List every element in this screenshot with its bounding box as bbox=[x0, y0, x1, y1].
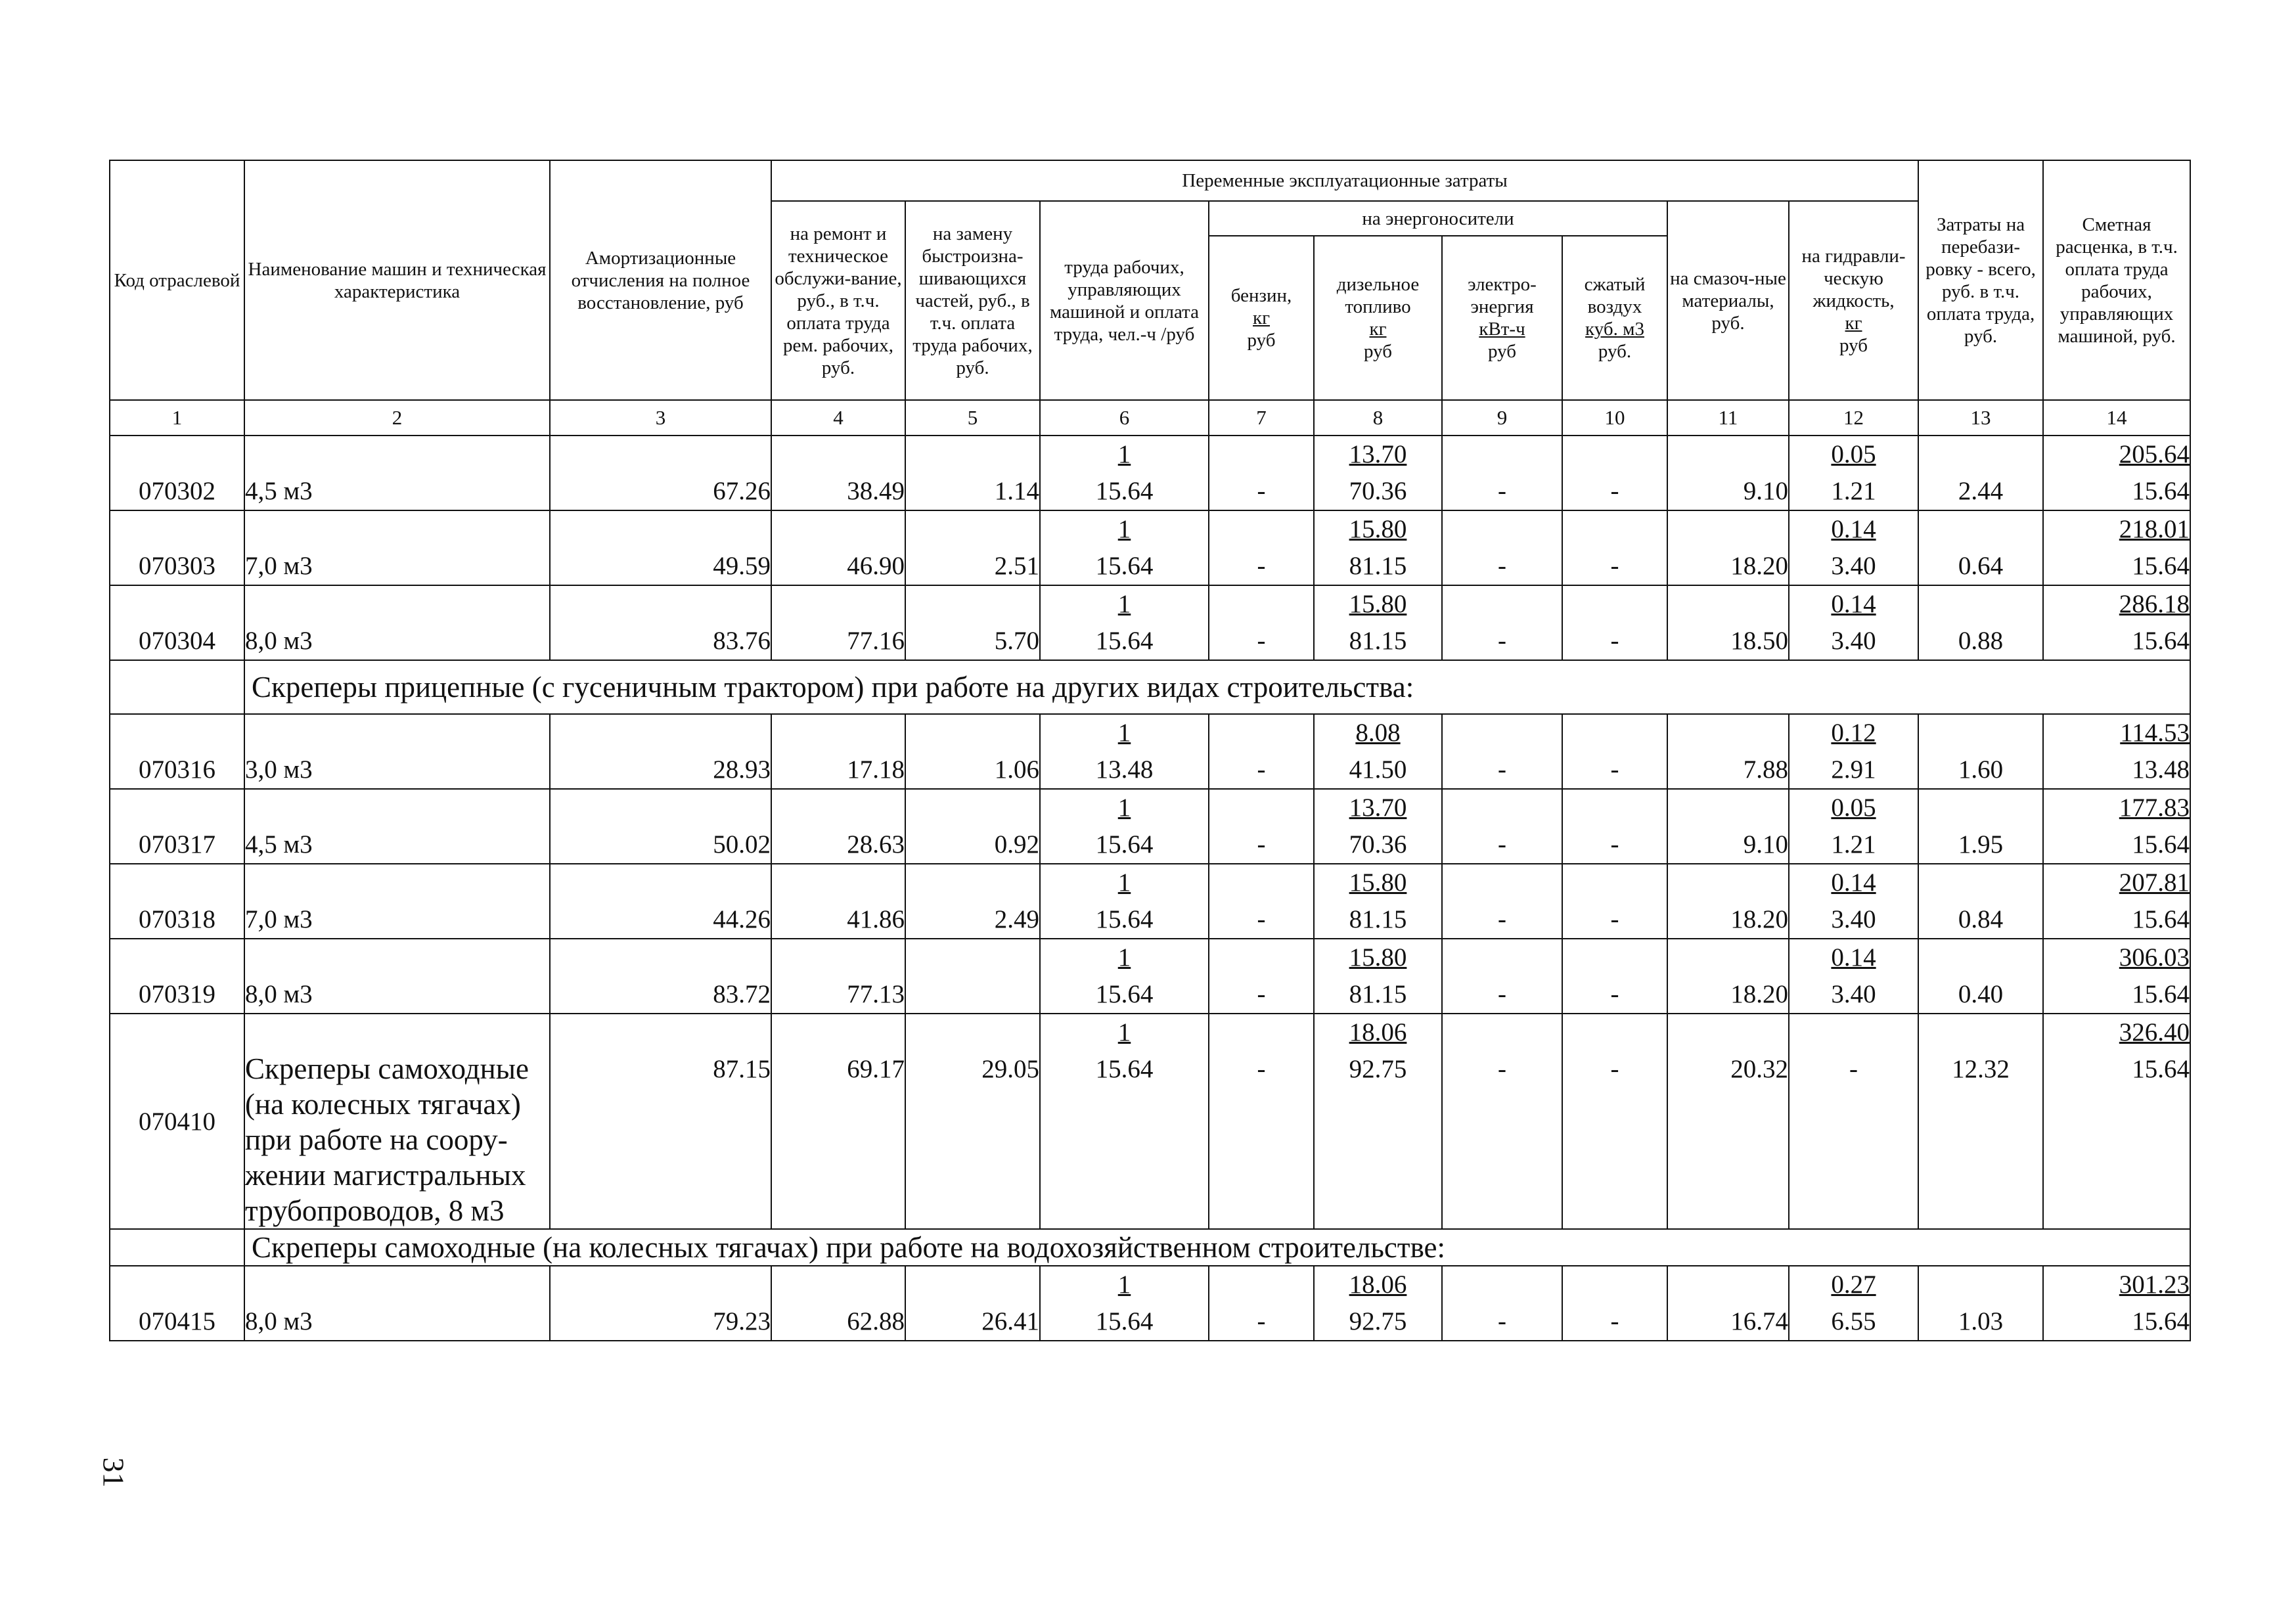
row-hydraulic-rub: - bbox=[1849, 1055, 1858, 1083]
header-labor: труда рабочих, управляющих машиной и оплата труда, чел.-ч /руб bbox=[1040, 201, 1209, 400]
row-repair: 38.49 bbox=[847, 477, 905, 505]
row-name: 7,0 м3 bbox=[245, 552, 313, 580]
table-row bbox=[110, 585, 2190, 660]
row-relocation: 0.64 bbox=[1958, 552, 2004, 580]
row-hydraulic-rub: 3.40 bbox=[1831, 905, 1876, 933]
row-name-line: трубопроводов, 8 м3 bbox=[245, 1194, 505, 1227]
row-diesel-rub: 92.75 bbox=[1349, 1307, 1407, 1335]
row-name: 8,0 м3 bbox=[245, 627, 313, 655]
row-name: 7,0 м3 bbox=[245, 905, 313, 933]
row-hydraulic-kg: 0.14 bbox=[1831, 868, 1876, 897]
row-labor-cost: 15.64 bbox=[1095, 1055, 1154, 1083]
row-petrol: - bbox=[1257, 1055, 1266, 1083]
row-relocation: 1.03 bbox=[1958, 1307, 2004, 1335]
section-title-towed-scrapers: Скреперы прицепные (с гусеничным трактором) при работе на других видах строительства: bbox=[244, 660, 2190, 714]
row-diesel-rub: 41.50 bbox=[1349, 755, 1407, 784]
row-hydraulic-rub: 3.40 bbox=[1831, 627, 1876, 655]
row-diesel-rub: 81.15 bbox=[1349, 627, 1407, 655]
row-code: 070319 bbox=[139, 980, 215, 1008]
row-name-line: жении магистральных bbox=[245, 1159, 526, 1192]
row-labor-hours: 1 bbox=[1117, 868, 1131, 897]
header-petrol-unit-rub: руб bbox=[1247, 330, 1276, 351]
row-air: - bbox=[1610, 830, 1619, 859]
row-hydraulic-rub: 1.21 bbox=[1831, 477, 1876, 505]
row-electricity: - bbox=[1498, 830, 1506, 859]
row-labor-cost: 15.64 bbox=[1095, 552, 1154, 580]
header-lube: на смазоч-ные материалы, руб. bbox=[1667, 201, 1789, 400]
row-parts: 5.70 bbox=[994, 627, 1039, 655]
row-labor-hours: 1 bbox=[1117, 1270, 1131, 1299]
header-code: Код отраслевой bbox=[110, 160, 244, 400]
row-parts: 29.05 bbox=[981, 1055, 1039, 1083]
row-parts: 1.14 bbox=[994, 477, 1039, 505]
row-electricity: - bbox=[1498, 1307, 1506, 1335]
row-code: 070415 bbox=[139, 1307, 215, 1335]
row-labor-hours: 1 bbox=[1117, 515, 1131, 543]
row-hydraulic-rub: 2.91 bbox=[1831, 755, 1876, 784]
row-amortization: 83.72 bbox=[713, 980, 771, 1008]
row-amortization: 87.15 bbox=[713, 1055, 771, 1083]
col-num-12: 12 bbox=[1789, 400, 1918, 436]
row-code: 070318 bbox=[139, 905, 215, 933]
col-num-6: 6 bbox=[1040, 400, 1209, 436]
row-amortization: 49.59 bbox=[713, 552, 771, 580]
row-code: 070316 bbox=[139, 755, 215, 784]
row-rate-labor: 15.64 bbox=[2132, 1307, 2190, 1335]
row-relocation: 0.88 bbox=[1958, 627, 2004, 655]
row-name-multiline bbox=[244, 1014, 550, 1229]
row-diesel-kg: 15.80 bbox=[1349, 515, 1407, 543]
row-code: 070317 bbox=[139, 830, 215, 859]
row-diesel-rub: 81.15 bbox=[1349, 552, 1407, 580]
column-number-row bbox=[110, 400, 2190, 436]
row-diesel-rub: 70.36 bbox=[1349, 830, 1407, 859]
row-diesel-rub: 92.75 bbox=[1349, 1055, 1407, 1083]
row-labor-cost: 15.64 bbox=[1095, 830, 1154, 859]
row-air: - bbox=[1610, 477, 1619, 505]
row-petrol: - bbox=[1257, 980, 1266, 1008]
header-variable-costs: Переменные эксплуатационные затраты bbox=[771, 160, 1918, 201]
header-electricity-name: электро-энергия bbox=[1468, 274, 1537, 317]
header-hydraulic-unit-rub: руб bbox=[1839, 334, 1868, 356]
row-repair: 69.17 bbox=[847, 1055, 905, 1083]
row-lube: 9.10 bbox=[1743, 477, 1788, 505]
row-air: - bbox=[1610, 552, 1619, 580]
row-relocation: 1.60 bbox=[1958, 755, 2004, 784]
row-labor-hours: 1 bbox=[1117, 794, 1131, 822]
row-repair: 62.88 bbox=[847, 1307, 905, 1335]
row-amortization: 50.02 bbox=[713, 830, 771, 859]
row-amortization: 67.26 bbox=[713, 477, 771, 505]
row-labor-hours: 1 bbox=[1117, 590, 1131, 618]
row-lube: 18.20 bbox=[1730, 552, 1788, 580]
row-rate-labor: 15.64 bbox=[2132, 980, 2190, 1008]
col-num-8: 8 bbox=[1314, 400, 1442, 436]
row-diesel-rub: 81.15 bbox=[1349, 905, 1407, 933]
row-rate-labor: 15.64 bbox=[2132, 477, 2190, 505]
row-parts: 26.41 bbox=[981, 1307, 1039, 1335]
row-parts: 1.06 bbox=[994, 755, 1039, 784]
row-relocation: 0.84 bbox=[1958, 905, 2004, 933]
row-air: - bbox=[1610, 1055, 1619, 1083]
row-rate-total: 205.64 bbox=[2119, 440, 2190, 468]
header-petrol bbox=[1209, 236, 1314, 400]
row-code: 070304 bbox=[139, 627, 215, 655]
row-lube: 18.50 bbox=[1730, 627, 1788, 655]
row-name-line: (на колесных тягачах) bbox=[245, 1088, 521, 1121]
row-rate-total: 218.01 bbox=[2119, 515, 2190, 543]
header-repair: на ремонт и техническое обслужи-вание, руб., в т.ч. оплата труда рем. рабочих, руб. bbox=[771, 201, 905, 400]
row-air: - bbox=[1610, 1307, 1619, 1335]
row-air: - bbox=[1610, 627, 1619, 655]
row-hydraulic-kg: 0.27 bbox=[1831, 1270, 1876, 1299]
table-row bbox=[110, 436, 2190, 510]
col-num-14: 14 bbox=[2043, 400, 2190, 436]
row-rate-labor: 15.64 bbox=[2132, 627, 2190, 655]
table-row bbox=[110, 714, 2190, 789]
row-rate-labor: 15.64 bbox=[2132, 905, 2190, 933]
row-labor-cost: 15.64 bbox=[1095, 1307, 1154, 1335]
table-row bbox=[110, 510, 2190, 585]
row-labor-hours: 1 bbox=[1117, 1018, 1131, 1046]
row-diesel-kg: 18.06 bbox=[1349, 1018, 1407, 1046]
row-labor-hours: 1 bbox=[1117, 440, 1131, 468]
row-parts: 0.92 bbox=[994, 830, 1039, 859]
page-number: 31 bbox=[97, 1457, 131, 1488]
row-parts: 2.49 bbox=[994, 905, 1039, 933]
header-diesel bbox=[1314, 236, 1442, 400]
col-num-11: 11 bbox=[1667, 400, 1789, 436]
row-repair: 77.13 bbox=[847, 980, 905, 1008]
row-petrol: - bbox=[1257, 477, 1266, 505]
row-lube: 9.10 bbox=[1743, 830, 1788, 859]
row-electricity: - bbox=[1498, 980, 1506, 1008]
row-diesel-kg: 15.80 bbox=[1349, 868, 1407, 897]
col-num-4: 4 bbox=[771, 400, 905, 436]
row-repair: 41.86 bbox=[847, 905, 905, 933]
header-electricity-unit-rub: руб bbox=[1488, 341, 1516, 362]
header-diesel-unit-rub: руб bbox=[1364, 341, 1392, 362]
row-repair: 28.63 bbox=[847, 830, 905, 859]
row-diesel-kg: 13.70 bbox=[1349, 440, 1407, 468]
col-num-3: 3 bbox=[550, 400, 771, 436]
header-petrol-name: бензин, bbox=[1230, 285, 1292, 306]
row-hydraulic-kg: 0.14 bbox=[1831, 590, 1876, 618]
row-rate-total: 286.18 bbox=[2119, 590, 2190, 618]
row-air: - bbox=[1610, 980, 1619, 1008]
header-name: Наименование машин и техническая характеристика bbox=[244, 160, 550, 400]
row-rate-labor: 15.64 bbox=[2132, 552, 2190, 580]
table-row bbox=[110, 789, 2190, 864]
row-diesel-kg: 8.08 bbox=[1355, 719, 1401, 747]
row-diesel-rub: 70.36 bbox=[1349, 477, 1407, 505]
header-air-name: сжатый воздух bbox=[1584, 274, 1646, 317]
row-rate-total: 306.03 bbox=[2119, 943, 2190, 972]
row-air: - bbox=[1610, 755, 1619, 784]
row-petrol: - bbox=[1257, 905, 1266, 933]
row-name: 8,0 м3 bbox=[245, 1307, 313, 1335]
col-num-13: 13 bbox=[1918, 400, 2043, 436]
row-lube: 18.20 bbox=[1730, 980, 1788, 1008]
row-parts: 2.51 bbox=[994, 552, 1039, 580]
row-relocation: 12.32 bbox=[1952, 1055, 2010, 1083]
col-num-10: 10 bbox=[1562, 400, 1667, 436]
row-name: 8,0 м3 bbox=[245, 980, 313, 1008]
header-diesel-unit-kg: кг bbox=[1369, 319, 1387, 340]
row-diesel-kg: 15.80 bbox=[1349, 590, 1407, 618]
header-parts: на замену быстроизна-шивающихся частей, руб., в т.ч. оплата труда рабочих, руб. bbox=[905, 201, 1040, 400]
row-code: 070410 bbox=[110, 1014, 244, 1229]
header-petrol-unit-kg: кг bbox=[1253, 307, 1270, 328]
row-hydraulic-rub: 6.55 bbox=[1831, 1307, 1876, 1335]
row-hydraulic-kg: 0.05 bbox=[1831, 440, 1876, 468]
row-electricity: - bbox=[1498, 905, 1506, 933]
row-hydraulic-kg: 0.12 bbox=[1831, 719, 1876, 747]
header-hydraulic-name: на гидравли-ческую жидкость, bbox=[1801, 245, 1906, 311]
row-repair: 77.16 bbox=[847, 627, 905, 655]
row-name: 4,5 м3 bbox=[245, 477, 313, 505]
row-hydraulic-rub: 1.21 bbox=[1831, 830, 1876, 859]
header-hydraulic-unit-kg: кг bbox=[1845, 312, 1862, 334]
row-electricity: - bbox=[1498, 1055, 1506, 1083]
header-air-unit-rub: руб. bbox=[1598, 341, 1632, 362]
row-diesel-kg: 18.06 bbox=[1349, 1270, 1407, 1299]
row-code: 070302 bbox=[139, 477, 215, 505]
row-rate-total: 301.23 bbox=[2119, 1270, 2190, 1299]
row-lube: 7.88 bbox=[1743, 755, 1788, 784]
row-petrol: - bbox=[1257, 627, 1266, 655]
row-hydraulic-rub: 3.40 bbox=[1831, 552, 1876, 580]
row-rate-total: 114.53 bbox=[2120, 719, 2190, 747]
row-diesel-kg: 15.80 bbox=[1349, 943, 1407, 972]
row-labor-cost: 15.64 bbox=[1095, 980, 1154, 1008]
row-petrol: - bbox=[1257, 830, 1266, 859]
row-labor-hours: 1 bbox=[1117, 719, 1131, 747]
row-petrol: - bbox=[1257, 755, 1266, 784]
header-diesel-name: дизельное топливо bbox=[1336, 274, 1420, 317]
row-hydraulic-kg: 0.05 bbox=[1831, 794, 1876, 822]
row-rate-total: 207.81 bbox=[2119, 868, 2190, 897]
section-title-self-propelled-scrapers: Скреперы самоходные (на колесных тягачах) при работе на водохозяйственном строительстве: bbox=[244, 1229, 2190, 1266]
row-amortization: 44.26 bbox=[713, 905, 771, 933]
row-name-line: при работе на соору- bbox=[245, 1123, 508, 1156]
row-rate-labor: 15.64 bbox=[2132, 830, 2190, 859]
header-compressed-air bbox=[1562, 236, 1667, 400]
row-repair: 17.18 bbox=[847, 755, 905, 784]
row-relocation: 1.95 bbox=[1958, 830, 2004, 859]
row-relocation: 0.40 bbox=[1958, 980, 2004, 1008]
row-electricity: - bbox=[1498, 755, 1506, 784]
row-relocation: 2.44 bbox=[1958, 477, 2004, 505]
row-diesel-kg: 13.70 bbox=[1349, 794, 1407, 822]
col-num-1: 1 bbox=[110, 400, 244, 436]
row-rate-labor: 15.64 bbox=[2132, 1055, 2190, 1083]
row-labor-hours: 1 bbox=[1117, 943, 1131, 972]
row-rate-total: 177.83 bbox=[2119, 794, 2190, 822]
row-electricity: - bbox=[1498, 477, 1506, 505]
row-petrol: - bbox=[1257, 1307, 1266, 1335]
row-name: 4,5 м3 bbox=[245, 830, 313, 859]
col-num-5: 5 bbox=[905, 400, 1040, 436]
row-amortization: 83.76 bbox=[713, 627, 771, 655]
section-row bbox=[110, 660, 2190, 714]
row-labor-cost: 15.64 bbox=[1095, 627, 1154, 655]
header-rate: Сметная расценка, в т.ч. оплата труда рабочих, управляющих машиной, руб. bbox=[2043, 160, 2190, 400]
row-electricity: - bbox=[1498, 552, 1506, 580]
header-amortization: Амортизационные отчисления на полное восстановление, руб bbox=[550, 160, 771, 400]
header-electricity-unit-kwh: кВт-ч bbox=[1479, 319, 1525, 340]
row-amortization: 79.23 bbox=[713, 1307, 771, 1335]
row-code: 070303 bbox=[139, 552, 215, 580]
row-petrol: - bbox=[1257, 552, 1266, 580]
table-row bbox=[110, 864, 2190, 939]
header-hydraulic bbox=[1789, 201, 1918, 400]
row-labor-cost: 15.64 bbox=[1095, 905, 1154, 933]
col-num-9: 9 bbox=[1442, 400, 1562, 436]
machine-cost-table bbox=[109, 160, 2191, 1341]
header-energy: на энергоносители bbox=[1209, 201, 1667, 236]
row-parts bbox=[906, 976, 1039, 1013]
row-name-line: Скреперы самоходные bbox=[245, 1052, 529, 1085]
header-electricity bbox=[1442, 236, 1562, 400]
row-electricity: - bbox=[1498, 627, 1506, 655]
table-row bbox=[110, 1014, 2190, 1229]
row-labor-cost: 13.48 bbox=[1095, 755, 1154, 784]
row-lube: 16.74 bbox=[1730, 1307, 1788, 1335]
row-rate-total: 326.40 bbox=[2119, 1018, 2190, 1046]
header-relocation: Затраты на перебази-ровку - всего, руб. в т.ч. оплата труда, руб. bbox=[1918, 160, 2043, 400]
row-hydraulic-kg: 0.14 bbox=[1831, 515, 1876, 543]
col-num-7: 7 bbox=[1209, 400, 1314, 436]
row-name: 3,0 м3 bbox=[245, 755, 313, 784]
row-hydraulic-kg: 0.14 bbox=[1831, 943, 1876, 972]
row-air: - bbox=[1610, 905, 1619, 933]
row-amortization: 28.93 bbox=[713, 755, 771, 784]
row-diesel-rub: 81.15 bbox=[1349, 980, 1407, 1008]
row-lube: 18.20 bbox=[1730, 905, 1788, 933]
header-air-unit-m3: куб. м3 bbox=[1585, 319, 1644, 340]
row-lube: 20.32 bbox=[1730, 1055, 1788, 1083]
row-repair: 46.90 bbox=[847, 552, 905, 580]
row-labor-cost: 15.64 bbox=[1095, 477, 1154, 505]
section-row bbox=[110, 1229, 2190, 1266]
col-num-2: 2 bbox=[244, 400, 550, 436]
table-row bbox=[110, 939, 2190, 1014]
table-row bbox=[110, 1266, 2190, 1341]
row-hydraulic-rub: 3.40 bbox=[1831, 980, 1876, 1008]
row-rate-labor: 13.48 bbox=[2132, 755, 2190, 784]
